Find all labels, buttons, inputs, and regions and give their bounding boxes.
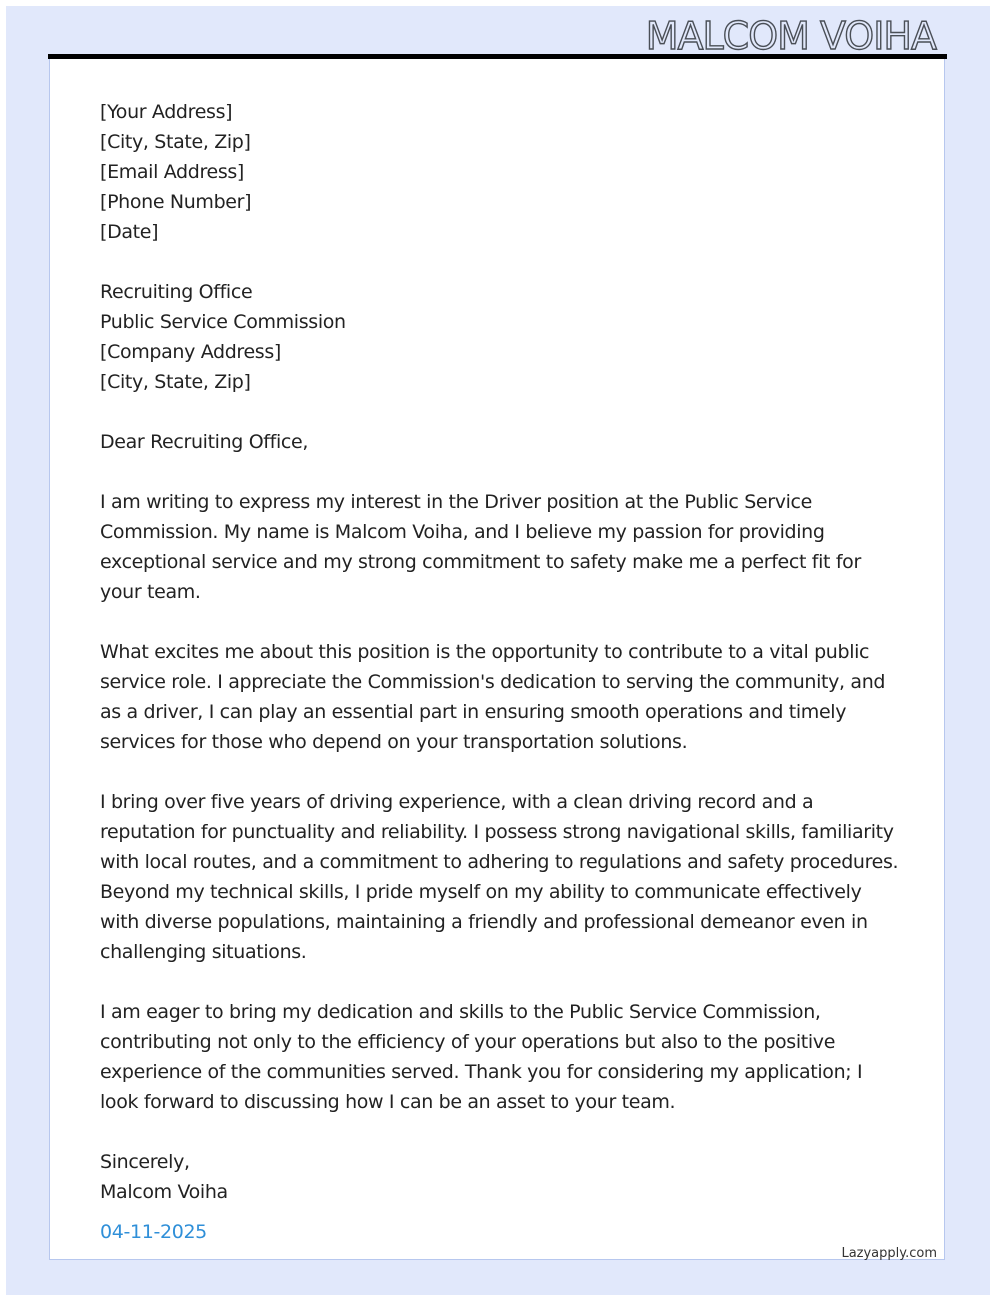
sender-date: [Date] — [100, 221, 159, 243]
sender-email: [Email Address] — [100, 161, 244, 183]
letter-date: 04-11-2025 — [100, 1221, 207, 1243]
sender-city-state-zip: [City, State, Zip] — [100, 131, 251, 153]
applicant-name-title: MALCOM VOIHA — [645, 14, 936, 58]
greeting: Dear Recruiting Office, — [100, 431, 309, 453]
body-paragraph-3: I bring over five years of driving experience, with a clean driving record and a reputation for punctuality and reliability. I possess strong navigational skills, familiarity with local routes, and a commitment to adhering to regulations and safety procedures. Beyond my technical skills, I pride myself on my ability to communicate effectively with diverse populations, maintaining a friendly and professional demeanor even in challenging situations. — [100, 791, 899, 963]
recipient-address: [Company Address] — [100, 341, 281, 363]
sender-address: [Your Address] — [100, 101, 233, 123]
closing-salutation: Sincerely, — [100, 1151, 190, 1173]
letter-body — [100, 97, 900, 1247]
body-paragraph-4: I am eager to bring my dedication and skills to the Public Service Commission, contributing not only to the efficiency of your operations but also to the positive experience of the communities served. Thank you for considering my application; I look forward to discussing how I can be an asset to your team. — [100, 1001, 863, 1113]
body-paragraph-1: I am writing to express my interest in the Driver position at the Public Service Commission. My name is Malcom Voiha, and I believe my passion for providing exceptional service and my strong commitment to safety make me a perfect fit for your team. — [100, 491, 861, 603]
recipient-city-state-zip: [City, State, Zip] — [100, 371, 251, 393]
signature-name: Malcom Voiha — [100, 1181, 228, 1203]
recipient-organization: Public Service Commission — [100, 311, 346, 333]
footer-brand: Lazyapply.com — [841, 1246, 937, 1261]
body-paragraph-2: What excites me about this position is the opportunity to contribute to a vital public service role. I appreciate the Commission's dedication to serving the community, and as a driver, I can play an essential part in ensuring smooth operations and timely services for those who depend on your transportation solutions. — [100, 641, 886, 753]
sender-phone: [Phone Number] — [100, 191, 252, 213]
recipient-office: Recruiting Office — [100, 281, 253, 303]
